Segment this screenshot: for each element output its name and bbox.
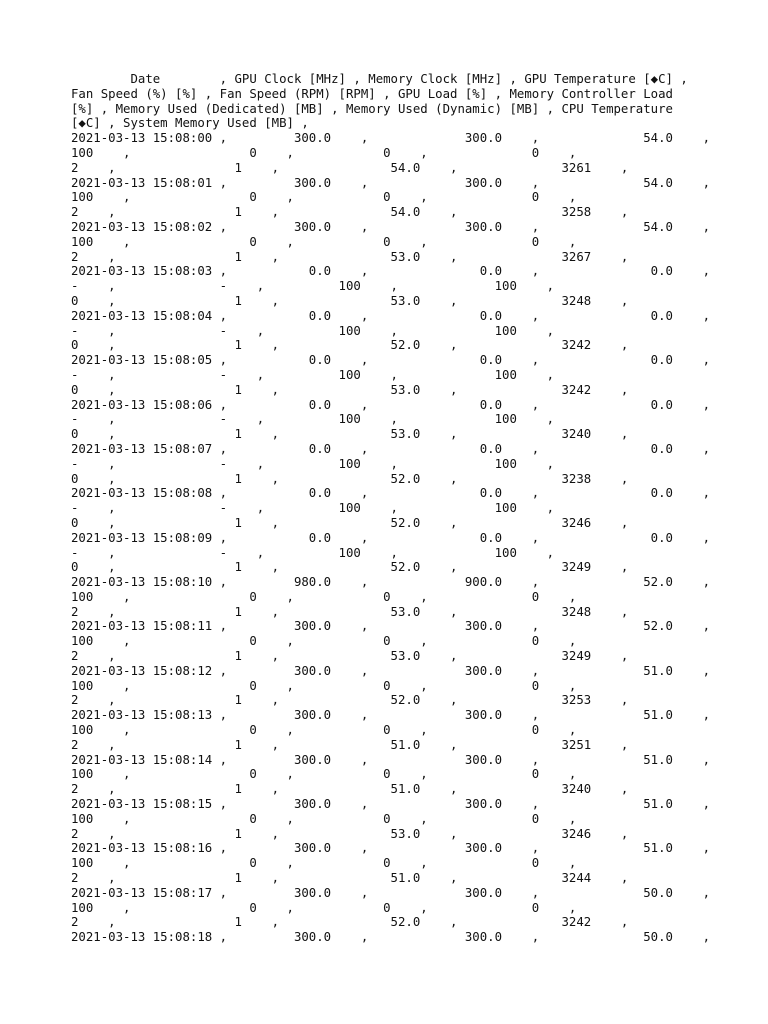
log-line: 0 , 1 , 53.0 , 3240 , (71, 427, 629, 442)
log-line: 100 , 0 , 0 , 0 , (71, 723, 577, 738)
log-line: 0 , 1 , 52.0 , 3246 , (71, 515, 629, 530)
log-line: 100 , 0 , 0 , 0 , (71, 234, 577, 249)
log-line: 2021-03-13 15:08:00 , 300.0 , 300.0 , 54.0 , (71, 131, 711, 146)
log-line: 2 , 1 , 53.0 , 3267 , (71, 249, 629, 264)
log-line: 0 , 1 , 53.0 , 3248 , (71, 293, 629, 308)
log-line: 100 , 0 , 0 , 0 , (71, 634, 577, 649)
log-line: 2021-03-13 15:08:16 , 300.0 , 300.0 , 51.0 , (71, 841, 711, 856)
log-line: 2 , 1 , 53.0 , 3249 , (71, 649, 629, 664)
header-line: [◆C] , System Memory Used [MB] , (71, 116, 309, 131)
log-line: 2021-03-13 15:08:08 , 0.0 , 0.0 , 0.0 , (71, 486, 711, 501)
header-line: Date , GPU Clock [MHz] , Memory Clock [MHz] , GPU Temperature [◆C] , (71, 72, 688, 86)
log-line: 2 , 1 , 51.0 , 3244 , (71, 871, 629, 886)
log-line: 2 , 1 , 52.0 , 3242 , (71, 915, 629, 930)
log-line: 100 , 0 , 0 , 0 , (71, 811, 577, 826)
sensor-log-text (71, 72, 710, 945)
log-line: 2 , 1 , 53.0 , 3248 , (71, 604, 629, 619)
log-line: 2 , 1 , 54.0 , 3258 , (71, 205, 629, 220)
log-line: - , - , 100 , 100 , (71, 279, 555, 294)
log-line: - , - , 100 , 100 , (71, 323, 555, 338)
log-line: 2021-03-13 15:08:18 , 300.0 , 300.0 , 50.0 , (71, 930, 711, 945)
log-line: 2021-03-13 15:08:02 , 300.0 , 300.0 , 54.0 , (71, 219, 711, 234)
log-line: 100 , 0 , 0 , 0 , (71, 900, 577, 915)
log-line: 2021-03-13 15:08:05 , 0.0 , 0.0 , 0.0 , (71, 353, 711, 368)
header-line: [%] , Memory Used (Dedicated) [MB] , Memory Used (Dynamic) [MB] , CPU Temperature (71, 101, 673, 116)
log-line: 2 , 1 , 51.0 , 3240 , (71, 782, 629, 797)
log-line: 2021-03-13 15:08:13 , 300.0 , 300.0 , 51.0 , (71, 708, 711, 723)
log-line: 0 , 1 , 53.0 , 3242 , (71, 382, 629, 397)
log-line: - , - , 100 , 100 , (71, 545, 555, 560)
log-line: 2021-03-13 15:08:11 , 300.0 , 300.0 , 52.0 , (71, 619, 711, 634)
log-line: - , - , 100 , 100 , (71, 367, 555, 382)
log-line: 100 , 0 , 0 , 0 , (71, 856, 577, 871)
log-line: 2 , 1 , 52.0 , 3253 , (71, 693, 629, 708)
log-line: 0 , 1 , 52.0 , 3249 , (71, 560, 629, 575)
log-line: - , - , 100 , 100 , (71, 456, 555, 471)
log-line: 2021-03-13 15:08:15 , 300.0 , 300.0 , 51.0 , (71, 797, 711, 812)
header-line: Fan Speed (%) [%] , Fan Speed (RPM) [RPM] , GPU Load [%] , Memory Controller Load (71, 86, 673, 101)
log-line: 2021-03-13 15:08:17 , 300.0 , 300.0 , 50.0 , (71, 885, 711, 900)
log-line: 2021-03-13 15:08:10 , 980.0 , 900.0 , 52.0 , (71, 575, 711, 590)
log-line: 2021-03-13 15:08:07 , 0.0 , 0.0 , 0.0 , (71, 441, 711, 456)
log-line: - , - , 100 , 100 , (71, 412, 555, 427)
log-line: 2021-03-13 15:08:04 , 0.0 , 0.0 , 0.0 , (71, 308, 711, 323)
log-line: 100 , 0 , 0 , 0 , (71, 145, 577, 160)
log-line: 2021-03-13 15:08:14 , 300.0 , 300.0 , 51.0 , (71, 752, 711, 767)
log-line: 2021-03-13 15:08:06 , 0.0 , 0.0 , 0.0 , (71, 397, 711, 412)
log-line: 100 , 0 , 0 , 0 , (71, 190, 577, 205)
log-line: - , - , 100 , 100 , (71, 501, 555, 516)
log-line: 2 , 1 , 51.0 , 3251 , (71, 737, 629, 752)
log-line: 2 , 1 , 53.0 , 3246 , (71, 826, 629, 841)
log-line: 100 , 0 , 0 , 0 , (71, 767, 577, 782)
log-line: 2021-03-13 15:08:01 , 300.0 , 300.0 , 54.0 , (71, 175, 711, 190)
log-line: 100 , 0 , 0 , 0 , (71, 678, 577, 693)
log-line: 2 , 1 , 54.0 , 3261 , (71, 160, 629, 175)
log-line: 2021-03-13 15:08:09 , 0.0 , 0.0 , 0.0 , (71, 530, 711, 545)
log-line: 100 , 0 , 0 , 0 , (71, 589, 577, 604)
log-line: 0 , 1 , 52.0 , 3238 , (71, 471, 629, 486)
log-line: 0 , 1 , 52.0 , 3242 , (71, 338, 629, 353)
log-line: 2021-03-13 15:08:03 , 0.0 , 0.0 , 0.0 , (71, 264, 711, 279)
log-line: 2021-03-13 15:08:12 , 300.0 , 300.0 , 51.0 , (71, 663, 711, 678)
